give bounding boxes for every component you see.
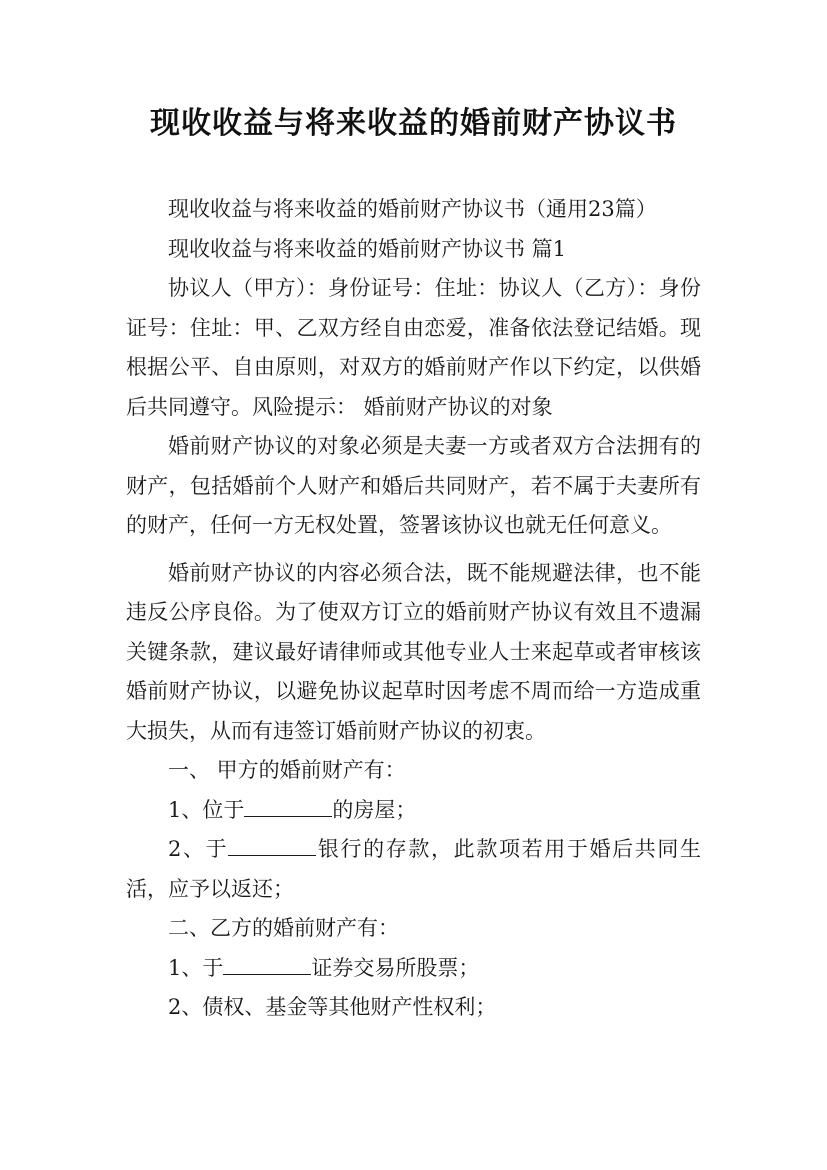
- paragraph-heading: 现收收益与将来收益的婚前财产协议书（通用23篇）: [168, 197, 657, 221]
- document-title: 现收收益与将来收益的婚前财产协议书: [150, 106, 677, 141]
- fill-in-blank-bank: [228, 837, 316, 856]
- fill-in-blank-house: [244, 798, 332, 817]
- item-a2-prefix: 2、于: [168, 837, 229, 861]
- paragraph-item-a1: [126, 791, 701, 831]
- paragraph-section-title: 现收收益与将来收益的婚前财产协议书 篇1: [168, 236, 567, 261]
- paragraph-content: 婚前财产协议的内容必须合法，既不能规避法律，也不能违反公序良俗。为了使双方订立的婚前财产协议有效且不遗漏关键条款，建议最好请律师或其他专业人士来起草或者审核该婚前财产协议，以避免协议起草时因考虑不周而给一方造成重大损失，从而有违签订婚前财产协议的初衷。: [126, 560, 701, 743]
- paragraph-item-b1: [126, 949, 701, 989]
- paragraph-party-a-heading: 一、 甲方的婚前财产有：: [168, 758, 406, 782]
- document-body: [126, 190, 701, 1028]
- paragraph-parties: 协议人（甲方）：身份证号：住址：协议人（乙方）：身份证号：住址：甲、乙双方经自由恋爱，准备依法登记结婚。现根据公平、自由原则，对双方的婚前财产作以下约定，以供婚后共同遵守。风险提示： 婚前财产协议的对象: [126, 276, 701, 419]
- item-a2-suffix: 银行的存款，此款项若用于婚后共同生活，应予以返还；: [126, 837, 701, 901]
- item-a1-suffix: 的房屋；: [332, 797, 417, 822]
- paragraph-party-b-heading: 二、乙方的婚前财产有：: [168, 916, 399, 940]
- paragraph-object: 婚前财产协议的对象必须是夫妻一方或者双方合法拥有的财产，包括婚前个人财产和婚后共同财产，若不属于夫妻所有的财产，任何一方无权处置，签署该协议也就无任何意义。: [126, 434, 701, 537]
- paragraph-item-a2: [126, 830, 701, 909]
- paragraph-item-b2: 2、债权、基金等其他财产性权利；: [168, 995, 497, 1019]
- fill-in-blank-exchange: [223, 956, 311, 975]
- item-b1-suffix: 证券交易所股票；: [311, 955, 480, 980]
- item-b1-prefix: 1、于: [168, 955, 224, 980]
- item-a1-prefix: 1、位于: [168, 797, 245, 822]
